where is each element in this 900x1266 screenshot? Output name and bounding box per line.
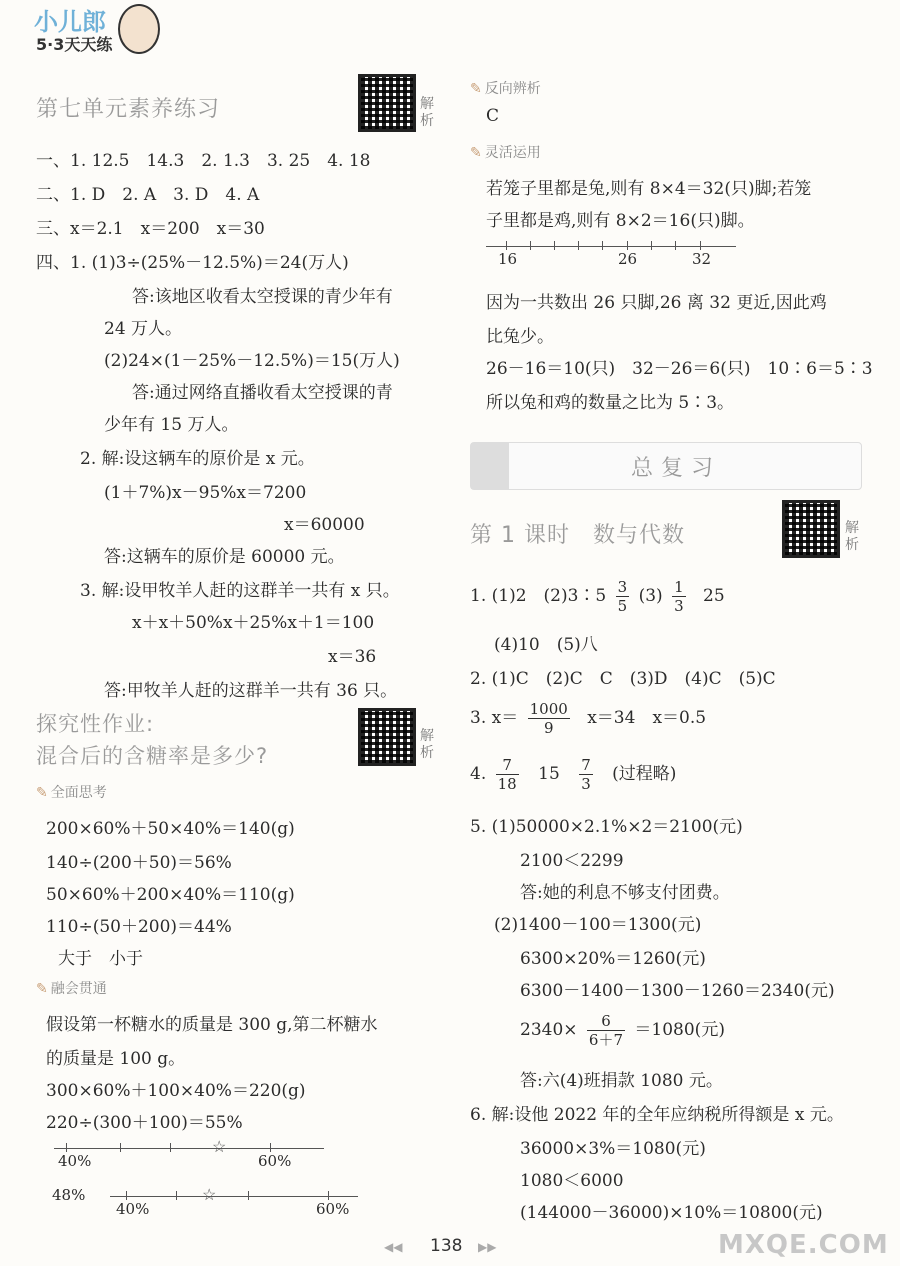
qr-label: 解析 [845, 520, 859, 553]
subsection-heading: ✎ 反向辨析 [470, 81, 541, 97]
fraction: $\frac{7}{18}$ [497, 756, 517, 793]
answer-line: 4. $\frac{7}{18}$ 15 $\frac{7}{3}$ (过程略) [470, 756, 677, 793]
answer-line: (4)10 (5)八 [494, 635, 598, 655]
answer-line: 6300－1400－1300－1260＝2340(元) [520, 981, 835, 1001]
answer-line: 300×60%＋100×40%＝220(g) [46, 1081, 306, 1101]
answer-line: 140÷(200＋50)＝56% [46, 853, 232, 873]
subsection-heading: ✎ 融会贯通 [36, 981, 107, 997]
qr-code-icon[interactable] [782, 500, 840, 558]
answer-line: 1080＜6000 [520, 1171, 624, 1191]
answer-line: 6300×20%＝1260(元) [520, 949, 706, 969]
answer-line: 200×60%＋50×40%＝140(g) [46, 819, 295, 839]
answer-line: 答:她的利息不够支付团费。 [520, 883, 730, 903]
fraction: $\frac{1}{3}$ [674, 578, 684, 615]
leaf-icon: ✎ [36, 785, 48, 801]
answer-line: 比兔少。 [486, 327, 554, 347]
section-banner [470, 442, 862, 490]
leaf-icon: ✎ [470, 145, 482, 161]
unit-title: 第七单元素养练习 [36, 97, 221, 122]
qr-label: 解析 [420, 96, 434, 129]
fraction: $\frac{7}{3}$ [581, 756, 591, 793]
answer-line: 2340× $\frac{6}{6+7}$ ＝1080(元) [520, 1012, 725, 1049]
answer-line: 220÷(300＋100)＝55% [46, 1113, 243, 1133]
answer-line: 答:该地区收看太空授课的青少年有 [132, 287, 393, 307]
qr-code-icon[interactable] [358, 74, 416, 132]
answer-line: 24 万人。 [104, 319, 183, 339]
answer-line: 50×60%＋200×40%＝110(g) [46, 885, 295, 905]
star-icon: ☆ [202, 1185, 217, 1204]
fraction: $\frac{1000}{9}$ [529, 700, 568, 737]
brand-logo: 小儿郎 [34, 8, 106, 36]
answer-line: 四、1. (1)3÷(25%－12.5%)＝24(万人) [36, 253, 349, 273]
page-prev-icon[interactable]: ◀◀ [384, 1240, 403, 1254]
fraction: $\frac{3}{5}$ [617, 578, 628, 615]
answer-line: 答:这辆车的原价是 60000 元。 [104, 547, 345, 567]
leaf-icon: ✎ [36, 981, 48, 997]
answer-line: (2)1400－100＝1300(元) [494, 915, 702, 935]
answer-line: (144000－36000)×10%＝10800(元) [520, 1203, 823, 1223]
answer-line: 3. 解:设甲牧羊人赶的这群羊一共有 x 只。 [80, 581, 400, 601]
banner-title: 总复习 [631, 456, 722, 481]
answer-line: 2. (1)C (2)C C (3)D (4)C (5)C [470, 669, 776, 689]
watermark-logo: MXQE.COM [718, 1230, 889, 1260]
answer-line: 假设第一杯糖水的质量是 300 g,第二杯糖水 [46, 1015, 378, 1035]
answer-line: 答:甲牧羊人赶的这群羊一共有 36 只。 [104, 681, 398, 701]
series-logo: 5·3天天练 [36, 35, 113, 54]
number-line-label: 40% [116, 1200, 150, 1218]
answer-line: 26－16＝10(只) 32－26＝6(只) 10∶6＝5∶3 [486, 359, 873, 379]
answer-line: 3. x＝ $\frac{1000}{9}$ x＝34 x＝0.5 [470, 700, 707, 737]
number-line-label: 16 [498, 250, 518, 268]
answer-line: 因为一共数出 26 只脚,26 离 32 更近,因此鸡 [486, 293, 827, 313]
answer-line: C [486, 106, 500, 126]
answer-line: 一、1. 12.5 14.3 2. 1.3 3. 25 4. 18 [36, 151, 371, 171]
answer-line: 答:通过网络直播收看太空授课的青 [132, 383, 393, 403]
answer-line: 的质量是 100 g。 [46, 1049, 186, 1069]
answer-line: 5. (1)50000×2.1%×2＝2100(元) [470, 817, 743, 837]
answer-line: 二、1. D 2. A 3. D 4. A [36, 185, 260, 205]
number-line-label: 48% [52, 1186, 86, 1204]
inquiry-title: 混合后的含糖率是多少? [36, 744, 269, 768]
subsection-heading: ✎ 全面思考 [36, 785, 107, 801]
answer-line: x＝36 [328, 647, 377, 667]
mascot-icon [118, 4, 160, 54]
answer-line: x＋x＋50%x＋25%x＋1＝100 [132, 613, 375, 633]
lesson-title: 第 1 课时 数与代数 [470, 523, 685, 548]
inquiry-title: 探究性作业: [36, 712, 155, 736]
fraction: $\frac{6}{6+7}$ [588, 1012, 624, 1049]
page-number: 138 [430, 1236, 463, 1256]
answer-line: (2)24×(1－25%－12.5%)＝15(万人) [104, 351, 400, 371]
number-line-label: 40% [58, 1152, 92, 1170]
answer-line: 2100＜2299 [520, 851, 624, 871]
answer-line: 少年有 15 万人。 [104, 415, 239, 435]
answer-line: 子里都是鸡,则有 8×2＝16(只)脚。 [486, 211, 755, 231]
answer-line: 36000×3%＝1080(元) [520, 1139, 706, 1159]
number-line-label: 60% [258, 1152, 292, 1170]
answer-line: 大于 小于 [58, 949, 143, 969]
answer-line: 6. 解:设他 2022 年的全年应纳税所得额是 x 元。 [470, 1105, 844, 1125]
answer-line: 答:六(4)班捐款 1080 元。 [520, 1071, 723, 1091]
answer-line: x＝60000 [284, 515, 365, 535]
number-line-label: 60% [316, 1200, 350, 1218]
star-icon: ☆ [212, 1137, 227, 1156]
answer-line: 1. (1)2 (2)3∶5 $\frac{3}{5}$ (3) $\frac{1}{3}$ 25 [470, 578, 725, 615]
subsection-heading: ✎ 灵活运用 [470, 145, 541, 161]
answer-line: 2. 解:设这辆车的原价是 x 元。 [80, 449, 315, 469]
page-next-icon[interactable]: ▶▶ [478, 1240, 497, 1254]
answer-line: (1＋7%)x－95%x＝7200 [104, 483, 307, 503]
qr-code-icon[interactable] [358, 708, 416, 766]
number-line-label: 26 [618, 250, 638, 268]
answer-line: 若笼子里都是兔,则有 8×4＝32(只)脚;若笼 [486, 179, 812, 199]
number-line-label: 32 [692, 250, 712, 268]
answer-line: 110÷(50＋200)＝44% [46, 917, 232, 937]
qr-label: 解析 [420, 728, 434, 761]
answer-line: 三、x＝2.1 x＝200 x＝30 [36, 219, 265, 239]
answer-line: 所以兔和鸡的数量之比为 5∶3。 [486, 393, 735, 413]
leaf-icon: ✎ [470, 81, 482, 97]
